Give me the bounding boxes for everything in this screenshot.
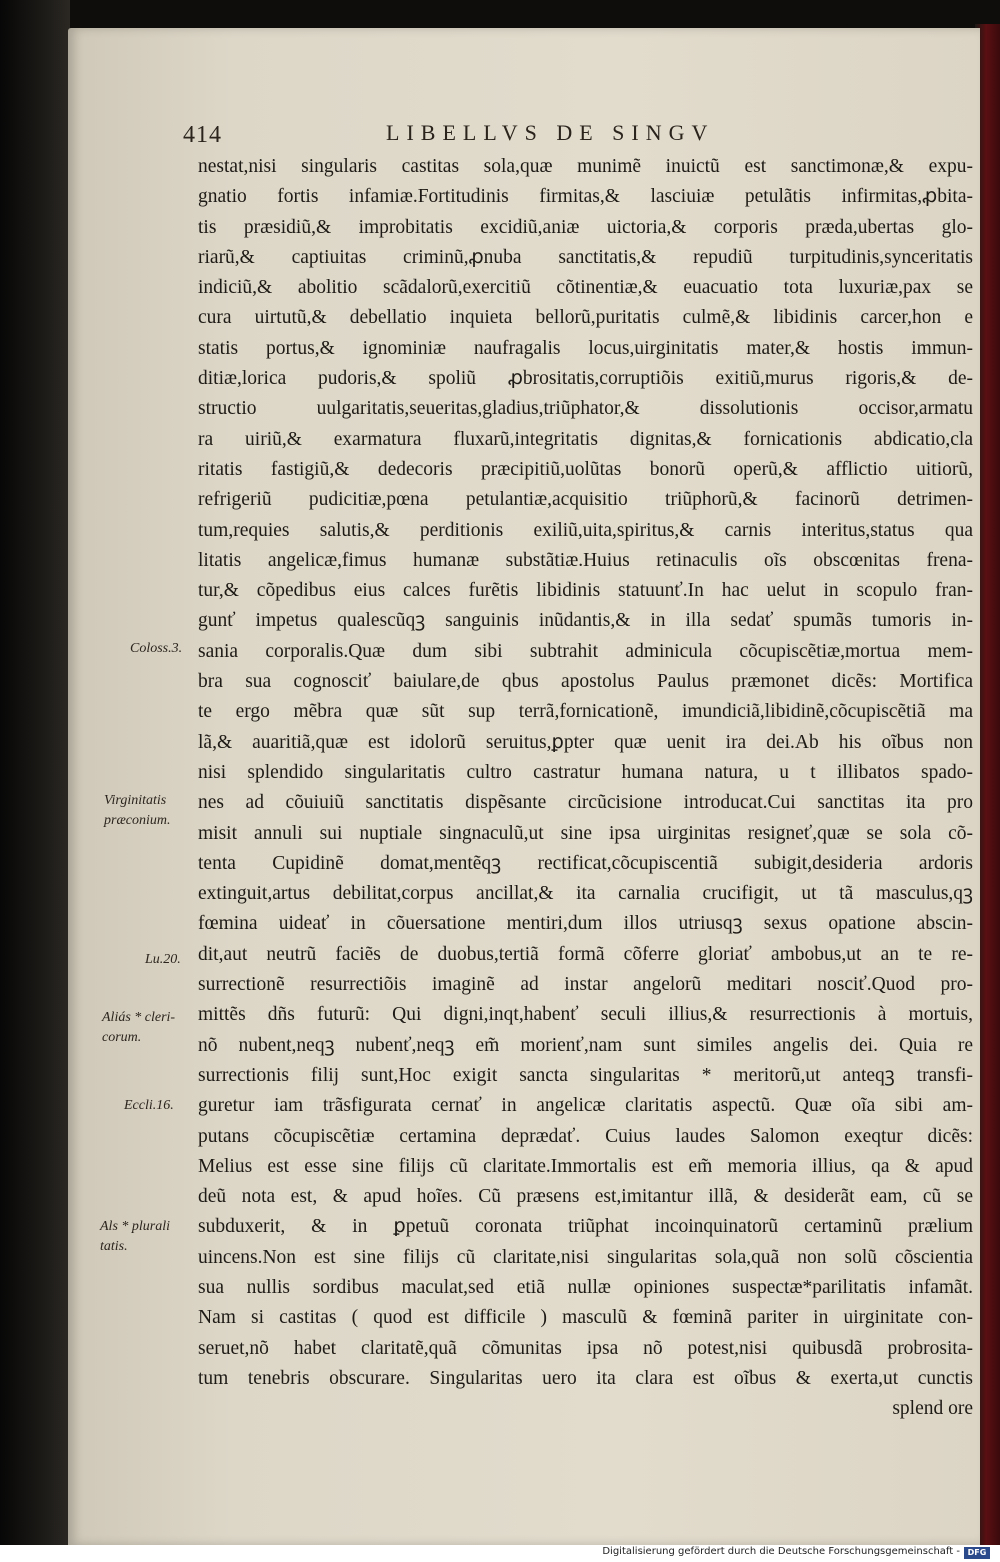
margin-note-alias-2: corum.: [102, 1030, 142, 1045]
text-line: indiciũ,& abolitio scãdalorũ,exercitiũ cõtinentiæ,& euacuatio tota luxuriæ,pax se: [198, 277, 973, 299]
text-line: surrectionis filij sunt,Hoc exigit sancta singularitas * meritorũ,ut anteqꝫ transfi-: [198, 1064, 973, 1086]
text-line: structio uulgaritatis,seueritas,gladius,triũphator,& dissolutionis occisor,armatu: [198, 398, 973, 420]
dfg-credit: Digitalisierung gefördert durch die Deutsche Forschungsgemeinschaft -: [602, 1546, 960, 1557]
margin-note-alias-1: Aliás * cleri-: [102, 1010, 176, 1025]
text-line: tum tenebris obscurare. Singularitas uero ita clara est oĩbus & exerta,ut cunctis: [198, 1367, 973, 1389]
text-line: extinguit,artus debilitat,corpus ancillat,& ita carnalia crucifigit, ut tã masculus,qꝫ: [198, 883, 973, 905]
footer-bar: [0, 1545, 1000, 1562]
text-line: Nam si castitas ( quod est difficile ) masculũ & fœminã pariter in uirginitate con-: [198, 1307, 973, 1329]
text-line: cura uirtutũ,& debellatio inquieta bellorũ,puritatis culmẽ,& libidinis carcer,hon e: [198, 307, 973, 329]
text-line: bra sua cognosciť baiulare,de qbus apostolus Paulus præmonet dicẽs: Mortifica: [198, 671, 973, 693]
text-line: nisi splendido singularitatis cultro castratur humana natura, u t illibatos spado-: [198, 761, 973, 783]
text-line: statis portus,& ignominiæ naufragalis locus,uirginitatis mater,& hostis immun-: [198, 337, 973, 359]
text-line: uincens.Non est sine filijs cũ claritate,nisi singularitas sola,quã non solũ cõscientia: [198, 1246, 973, 1268]
text-line: tum,requies salutis,& perditionis exiliũ,uita,spiritus,& carnis interitus,status qua: [198, 519, 973, 541]
text-line: misit annuli sui nuptiale singnaculũ,ut sine ipsa uirginitas resigneť,quæ se sola cõ-: [198, 822, 973, 844]
text-line: guretur iam trãsfigurata cernať in angelicæ claritatis aspectũ. Quæ oĩa sibi am-: [198, 1095, 973, 1117]
dfg-logo: DFG: [964, 1547, 990, 1559]
margin-notes: [0, 0, 210, 1545]
text-line: riarũ,& captiuitas criminũ,ꝓnuba sanctitatis,& repudiũ turpitudinis,synceritatis: [198, 246, 973, 268]
text-line: gunť impetus qualescũqꝫ sanguinis inũdantis,& in illa sedať spumãs tumoris in-: [198, 610, 973, 632]
text-line: nes ad cõuiuiũ sanctitatis dispẽsante circũcisione introducat.Cui sanctitas ita pro: [198, 792, 973, 814]
text-line: refrigeriũ pudicitiæ,pœna petulantiæ,acquisitio triũphorũ,& facinorũ detrimen-: [198, 489, 973, 511]
margin-note-virginitatis-1: Virginitatis: [104, 793, 167, 808]
margin-note-alias-pluralitatis-2: tatis.: [100, 1239, 128, 1254]
text-line: deũ nota est, & apud hoĩes. Cũ præsens est,imitantur illã, & desiderãt eam, cũ se: [198, 1186, 973, 1208]
margin-note-alias-pluralitatis-1: Als * plurali: [100, 1219, 171, 1234]
margin-note-luke: Lu.20.: [145, 952, 181, 967]
text-line: lã,& auaritiã,quæ est idolorũ seruitus,ꝑpter quæ uenit ira dei.Ab his oĩbus non: [198, 731, 973, 753]
text-line: splend ore: [892, 1398, 973, 1420]
margin-note-virginitatis-2: præconium.: [104, 813, 171, 828]
main-text-block: [198, 152, 973, 1424]
text-line: ra uiriũ,& exarmatura fluxarũ,integritatis dignitas,& fornicationis abdicatio,cla: [198, 428, 973, 450]
text-line: sania corporalis.Quæ dum sibi subtrahit adminicula cõcupiscẽtiæ,mortua mem-: [198, 640, 973, 662]
running-head: LIBELLVS DE SINGV: [386, 120, 715, 145]
text-line: gnatio fortis infamiæ.Fortitudinis firmitas,& lasciuiæ petulãtis infirmitas,ꝓbita-: [198, 186, 973, 208]
text-line: fœmina uideať in cõuersatione mentiri,dum illos utriusqꝫ sexus opatione abscin-: [198, 913, 973, 935]
text-line: ditiæ,lorica pudoris,& spoliũ ꝓbrositatis,corruptiõis exitiũ,murus rigoris,& de-: [198, 368, 973, 390]
page-number: 414: [183, 122, 222, 148]
text-line: tur,& cõpedibus eius calces furẽtis libidinis statuunť.In hac uelut in scopulo fran-: [198, 580, 973, 602]
text-line: ritatis fastigiũ,& dedecoris præcipitiũ,uolũtas bonorũ operũ,& afflictio uitiorũ,: [198, 458, 973, 480]
text-line: sua nullis sordibus maculat,sed etiã nullæ opiniones suspectæ*parilitatis infamãt.: [198, 1276, 973, 1298]
text-line: nõ nubent,neqꝫ nubenť,neqꝫ em̃ morienť,nam sunt similes angelis dei. Quia re: [198, 1034, 973, 1056]
margin-note-eccli: Eccli.16.: [124, 1098, 174, 1113]
text-line: tis præsidiũ,& improbitatis excidiũ,aniæ uictoria,& corporis præda,ubertas glo-: [198, 216, 973, 238]
text-line: mittẽs dñs futurũ: Qui digni,inqt,habenť seculi illius,& resurrectionis à mortuis,: [198, 1004, 973, 1026]
text-line: Melius est esse sine filijs cũ claritate.Immortalis est em̃ memoria illius, qa & apud: [198, 1155, 973, 1177]
text-line: subduxerit, & in ꝑpetuũ coronata triũphat incoinquinatorũ certaminũ prælium: [198, 1216, 973, 1238]
text-line: dit,aut neutrũ faciẽs de duobus,tertiã formã cõferre gloriať ambobus,ut an te re-: [198, 943, 973, 965]
text-line: seruet,nõ habet claritatẽ,quã cõmunitas ipsa nõ potest,nisi quibusdã probrosita-: [198, 1337, 973, 1359]
text-line: te ergo mẽbra quæ sũt sup terrã,fornicationẽ, imundiciã,libidinẽ,cõcupiscẽtiã ma: [198, 701, 973, 723]
text-line: putans cõcupiscẽtiæ certamina deprædať. Cuius laudes Salomon exeqtur dicẽs:: [198, 1125, 973, 1147]
text-line: nestat,nisi singularis castitas sola,quæ munimẽ inuictũ est sanctimonæ,& expu-: [198, 156, 973, 177]
text-line: surrectionẽ resurrectiõis imaginẽ ad instar angelorũ meditari nosciť.Quod pro-: [198, 974, 973, 996]
text-line: litatis angelicæ,fimus humanæ substãtiæ.Huius retinaculis oĩs obscœnitas frena-: [198, 549, 973, 571]
text-line: tenta Cupidinẽ domat,mentẽqꝫ rectificat,cõcupiscentiã subigit,desideria ardoris: [198, 852, 973, 874]
margin-note-coloss: Coloss.3.: [130, 641, 183, 656]
